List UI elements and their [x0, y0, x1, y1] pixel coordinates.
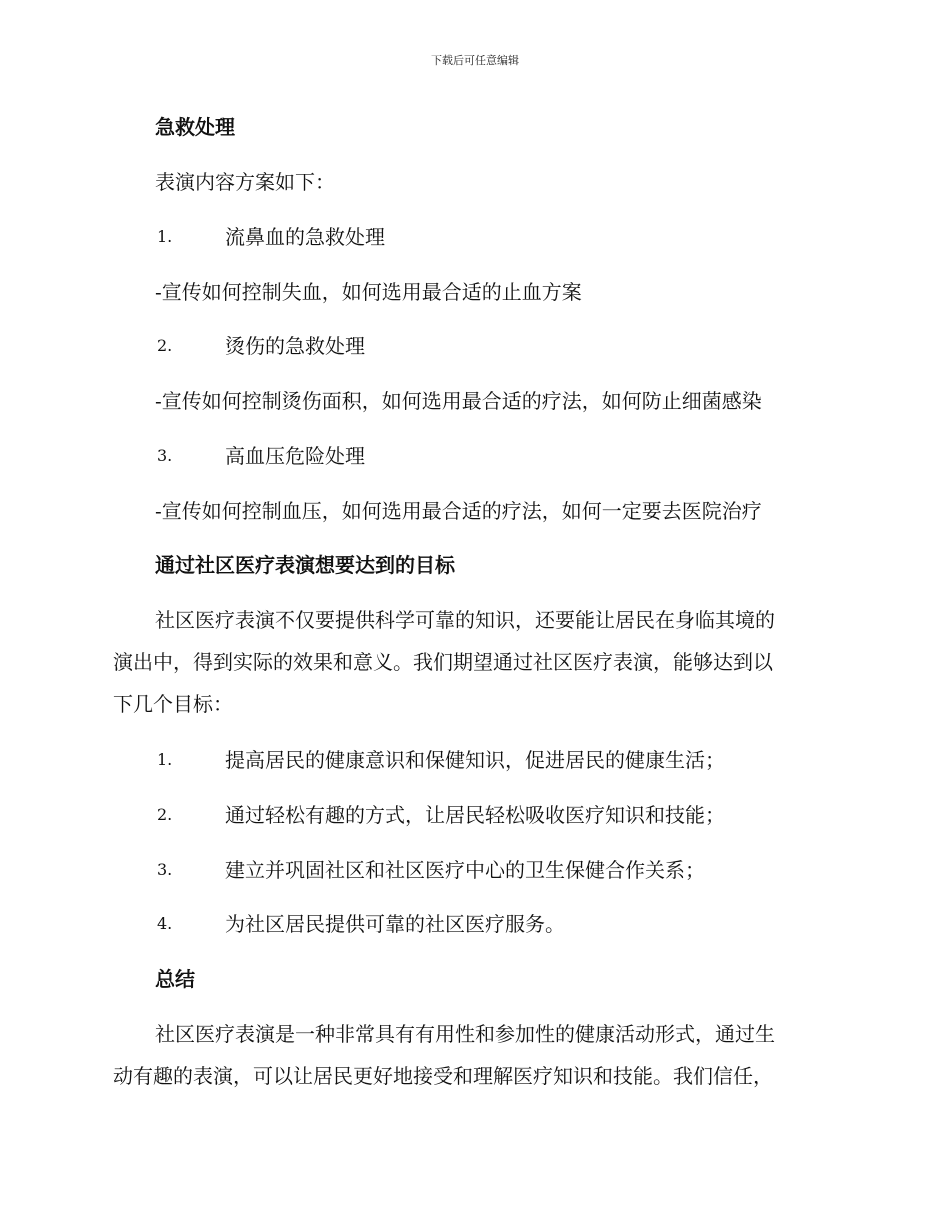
summary-paragraph-line: 动有趣的表演，可以让居民更好地接受和理解医疗知识和技能。我们信任，	[113, 1064, 773, 1088]
first-aid-intro: 表演内容方案如下：	[155, 170, 335, 194]
first-aid-item-number: 3.	[157, 446, 173, 465]
goal-item-text: 建立并巩固社区和社区医疗中心的卫生保健合作关系；	[225, 858, 705, 882]
first-aid-item-number: 1.	[157, 227, 173, 246]
first-aid-item-label: 烫伤的急救处理	[225, 334, 365, 358]
first-aid-item-label: 高血压危险处理	[225, 444, 365, 468]
section-title-first-aid: 急救处理	[155, 115, 235, 139]
section-title-goals: 通过社区医疗表演想要达到的目标	[155, 553, 455, 577]
goals-paragraph-line: 社区医疗表演不仅要提供科学可靠的知识，还要能让居民在身临其境的	[155, 608, 775, 632]
first-aid-item-desc: -宣传如何控制血压，如何选用最合适的疗法，如何一定要去医院治疗	[155, 499, 762, 523]
goal-item-text: 提高居民的健康意识和保健知识，促进居民的健康生活；	[225, 748, 725, 772]
summary-paragraph-line: 社区医疗表演是一种非常具有有用性和参加性的健康活动形式，通过生	[155, 1022, 775, 1046]
goals-paragraph-line: 下几个目标：	[113, 692, 233, 716]
goal-item-number: 2.	[157, 805, 173, 824]
first-aid-item-desc: -宣传如何控制失血，如何选用最合适的止血方案	[155, 280, 582, 304]
goal-item-number: 4.	[157, 914, 173, 933]
goal-item-number: 1.	[157, 750, 173, 769]
goal-item-text: 通过轻松有趣的方式，让居民轻松吸收医疗知识和技能；	[225, 803, 725, 827]
goal-item-number: 3.	[157, 860, 173, 879]
goals-paragraph-line: 演出中，得到实际的效果和意义。我们期望通过社区医疗表演，能够达到以	[113, 650, 773, 674]
page-header: 下载后可任意编辑	[431, 54, 519, 67]
first-aid-item-number: 2.	[157, 336, 173, 355]
goal-item-text: 为社区居民提供可靠的社区医疗服务。	[225, 912, 565, 936]
first-aid-item-label: 流鼻血的急救处理	[225, 225, 385, 249]
first-aid-item-desc: -宣传如何控制烫伤面积，如何选用最合适的疗法，如何防止细菌感染	[155, 389, 762, 413]
section-title-summary: 总结	[155, 967, 195, 991]
